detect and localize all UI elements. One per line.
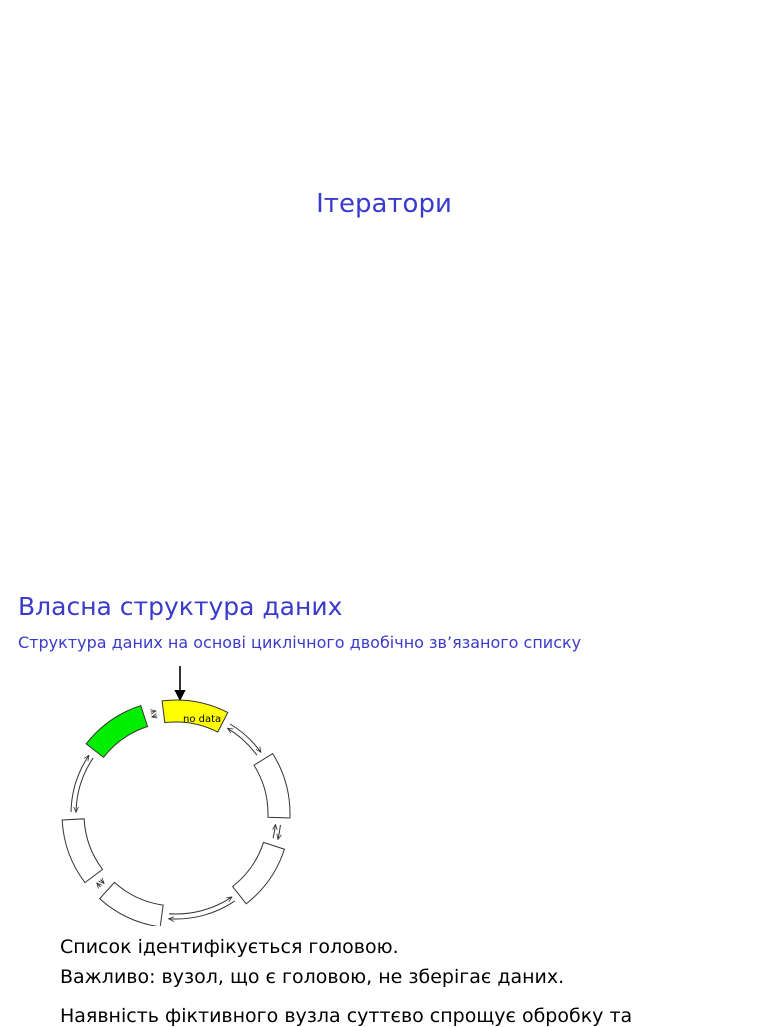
circular-list-diagram [58,664,304,926]
prev-link-arrow [76,758,93,812]
node [100,882,163,926]
next-link-arrow [230,724,261,752]
node [254,754,290,818]
head-node-label: no data [183,714,222,725]
frame-title: Власна структура даних [18,592,343,621]
next-link-arrow [97,883,101,887]
frame-subtitle: Структура даних на основі циклічного двобічно зв’язаного списку [18,633,582,652]
next-link-arrow [151,711,156,712]
prev-link-arrow [273,824,275,838]
node [62,819,102,883]
prev-link-arrow [152,716,157,717]
next-link-arrow [169,901,235,919]
next-link-arrow [71,755,89,812]
slide-title: Ітератори [316,189,452,219]
prev-link-arrow [101,880,105,884]
body-line-2: Важливо: вузол, що є головою, не зберігає даних. [60,966,565,988]
prev-link-arrow [169,897,232,914]
body-line-1: Список ідентифікується головою. [60,936,399,958]
body-line-3: Наявність фіктивного вузла суттєво спрощує обробку та [60,1005,633,1027]
list-nodes [62,700,290,926]
next-link-arrow [278,825,281,839]
node [233,842,285,903]
current-node [86,706,147,758]
